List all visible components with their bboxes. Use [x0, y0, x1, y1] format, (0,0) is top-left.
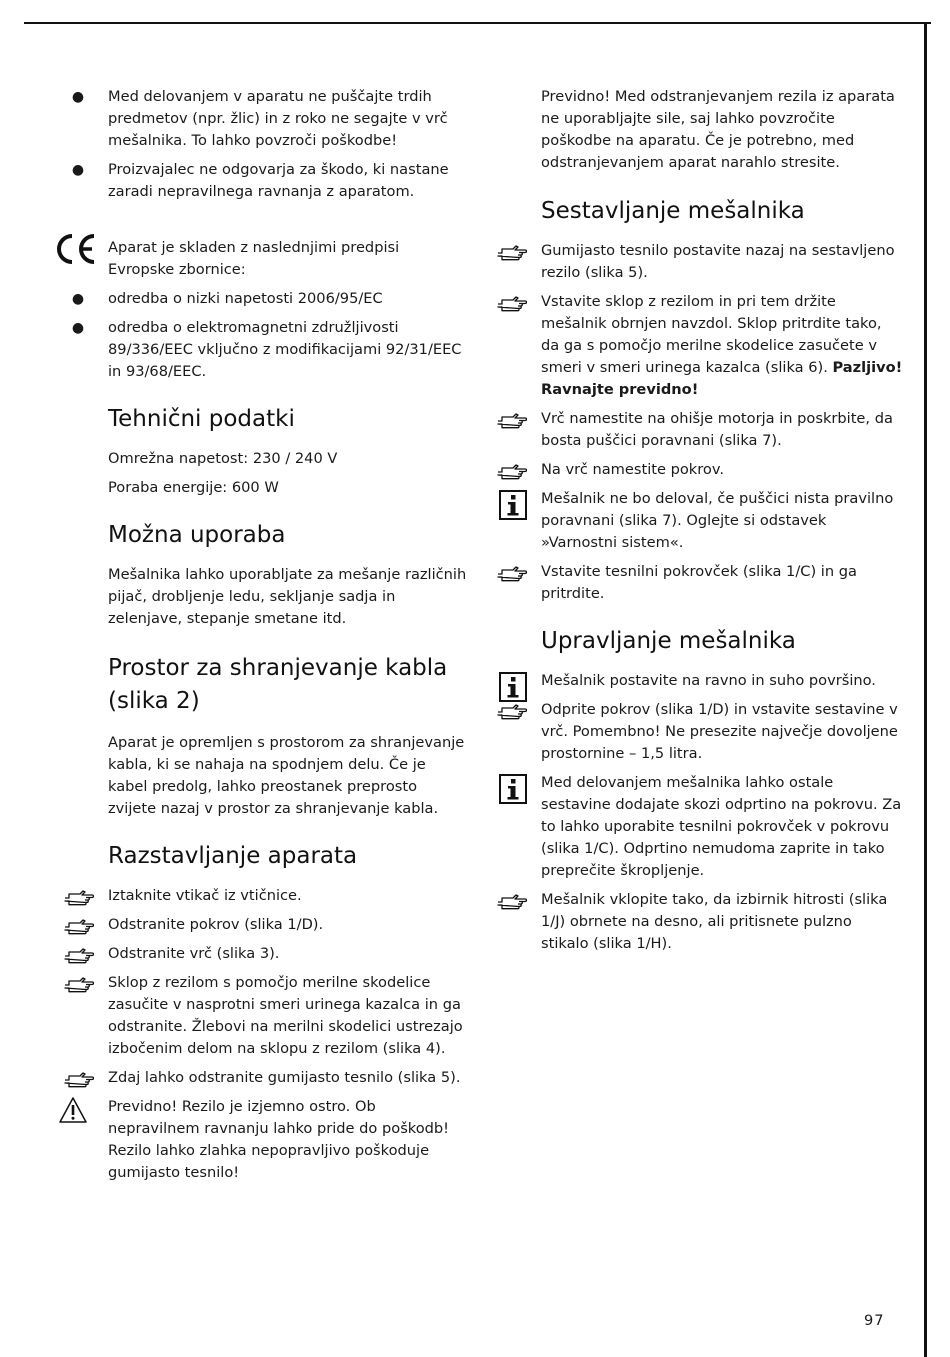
- info-note: [541, 772, 903, 882]
- step-item: [541, 240, 903, 284]
- step-text: Vstavite tesnilni pokrovček (slika 1/C) in ga pritrdite.: [541, 563, 857, 602]
- page-right-rule: [924, 22, 927, 1357]
- info-text: Med delovanjem mešalnika lahko ostale sestavine dodajate skozi odprtino na pokrovu. Za to lahko uporabite tesnilni pokrovček v pokrovu (slika 1/C). Odprtino nemudoma zaprite in tako preprečite škropljenje.: [541, 774, 902, 879]
- pointing-hand-icon: [497, 564, 527, 582]
- step-item: [541, 889, 903, 955]
- step-item: [108, 972, 468, 1060]
- page-number: 97: [864, 1312, 885, 1329]
- step-item: [541, 291, 903, 401]
- heading-operation: Upravljanje mešalnika: [541, 628, 796, 654]
- step-item: [541, 408, 903, 452]
- left-column: [71, 86, 468, 1184]
- heading-cable-storage: Prostor za shranjevanje kabla (slika 2): [108, 655, 448, 714]
- warning-note: [108, 1096, 468, 1184]
- pointing-hand-icon: [64, 888, 94, 906]
- step-text: Mešalnik vklopite tako, da izbirnik hitrosti (slika 1/J) obrnete na desno, ali pritisnete pulzno stikalo (slika 1/H).: [541, 891, 888, 952]
- step-text: Iztaknite vtikač iz vtičnice.: [108, 887, 302, 904]
- tech-power: Poraba energije: 600 W: [108, 479, 279, 496]
- step-item: [541, 561, 903, 605]
- step-text: Sklop z rezilom s pomočjo merilne skodelice zasučite v nasprotni smeri urinega kazalca in ga odstranite. Žlebovi na merilni skodelici ustrezajo izbočenim delom na sklopu z rezilom (slika 4).: [108, 974, 463, 1057]
- pointing-hand-icon: [497, 892, 527, 910]
- step-text: Vrč namestite na ohišje motorja in poskrbite, da bosta puščici poravnani (slika 7).: [541, 410, 893, 449]
- cable-text: Aparat je opremljen s prostorom za shranjevanje kabla, ki se nahaja na spodnjem delu. Če je kabel predolg, lahko preostanek preprosto zvijete nazaj v prostor za shranjevanje kabla.: [108, 734, 465, 817]
- bullet-icon: ●: [71, 162, 85, 178]
- step-emphasis: Pazljivo! Ravnajte previdno!: [541, 359, 903, 398]
- step-item: [541, 459, 903, 481]
- step-text: Odstranite vrč (slika 3).: [108, 945, 280, 962]
- warning-text: Previdno! Rezilo je izjemno ostro. Ob nepravilnem ravnanju lahko pride do poškodb! Rezilo lahko zlahka nepopravljivo poškoduje gumijasto tesnilo!: [108, 1098, 450, 1181]
- pointing-hand-icon: [497, 462, 527, 480]
- info-icon: [499, 774, 527, 804]
- info-text: Mešalnik postavite na ravno in suho površino.: [541, 672, 876, 689]
- list-item: [71, 159, 468, 203]
- list-item: [71, 86, 468, 152]
- list-item-text: Med delovanjem v aparatu ne puščajte trdih predmetov (npr. žlic) in z roko ne segajte v vrč mešalnika. To lahko povzroči poškodbe!: [108, 88, 448, 149]
- pointing-hand-icon: [64, 917, 94, 935]
- right-column: [541, 86, 903, 955]
- info-icon: [499, 672, 527, 702]
- step-text: Odstranite pokrov (slika 1/D).: [108, 916, 324, 933]
- info-icon: [499, 490, 527, 520]
- heading-disassembly: Razstavljanje aparata: [108, 843, 358, 869]
- pointing-hand-icon: [64, 975, 94, 993]
- step-item: [108, 1067, 468, 1089]
- step-item: [108, 914, 468, 936]
- page-top-rule: [24, 22, 931, 24]
- list-item: [71, 288, 468, 310]
- ce-conformity-note: [108, 237, 468, 281]
- heading-assembly: Sestavljanje mešalnika: [541, 198, 805, 224]
- pointing-hand-icon: [497, 243, 527, 261]
- pointing-hand-icon: [497, 411, 527, 429]
- heading-technical-data: Tehnični podatki: [108, 406, 295, 432]
- step-text: Zdaj lahko odstranite gumijasto tesnilo (slika 5).: [108, 1069, 461, 1086]
- step-text: Gumijasto tesnilo postavite nazaj na sestavljeno rezilo (slika 5).: [541, 242, 895, 281]
- use-text: Mešalnika lahko uporabljate za mešanje različnih pijač, drobljenje ledu, sekljanje sadja in zelenjave, stepanje smetane itd.: [108, 566, 467, 627]
- info-text: Mešalnik ne bo deloval, če puščici nista pravilno poravnani (slika 7). Oglejte si odstavek »Varnostni sistem«.: [541, 490, 894, 551]
- bullet-icon: ●: [71, 320, 85, 336]
- pointing-hand-icon: [64, 1070, 94, 1088]
- list-item-text: Proizvajalec ne odgovarja za škodo, ki nastane zaradi nepravilnega ravnanja z aparatom.: [108, 161, 449, 200]
- bullet-icon: ●: [71, 291, 85, 307]
- bullet-icon: ●: [71, 89, 85, 105]
- caution-text: Previdno! Med odstranjevanjem rezila iz aparata ne uporabljajte sile, saj lahko povzročite poškodbe na aparatu. Če je potrebno, med odstranjevanjem aparat narahlo stresite.: [541, 88, 895, 171]
- tech-voltage: Omrežna napetost: 230 / 240 V: [108, 450, 338, 467]
- step-text: Na vrč namestite pokrov.: [541, 461, 724, 478]
- list-item-text: odredba o elektromagnetni združljivosti 89/336/EEC vključno z modifikacijami 92/31/EEC in 93/68/EEC.: [108, 319, 462, 380]
- list-item-text: odredba o nizki napetosti 2006/95/EC: [108, 290, 383, 307]
- step-text: Vstavite sklop z rezilom in pri tem držite mešalnik obrnjen navzdol. Sklop pritrdite tako, da ga s pomočjo merilne skodelice zasučete v smeri v smeri urinega kazalca (slika 6).: [541, 293, 882, 376]
- heading-possible-use: Možna uporaba: [108, 522, 286, 548]
- step-item: [108, 885, 468, 907]
- ce-mark-icon: [52, 232, 98, 266]
- step-item: [541, 699, 903, 765]
- warning-triangle-icon: [58, 1096, 88, 1124]
- step-text: Odprite pokrov (slika 1/D) in vstavite sestavine v vrč. Pomembno! Ne presezite največje dovoljene prostornine – 1,5 litra.: [541, 701, 898, 762]
- step-item: [108, 943, 468, 965]
- info-note: [541, 488, 903, 554]
- pointing-hand-icon: [497, 702, 527, 720]
- ce-text: Aparat je skladen z naslednjimi predpisi Evropske zbornice:: [108, 239, 400, 278]
- pointing-hand-icon: [64, 946, 94, 964]
- info-note: [541, 670, 903, 692]
- list-item: [71, 317, 468, 383]
- pointing-hand-icon: [497, 294, 527, 312]
